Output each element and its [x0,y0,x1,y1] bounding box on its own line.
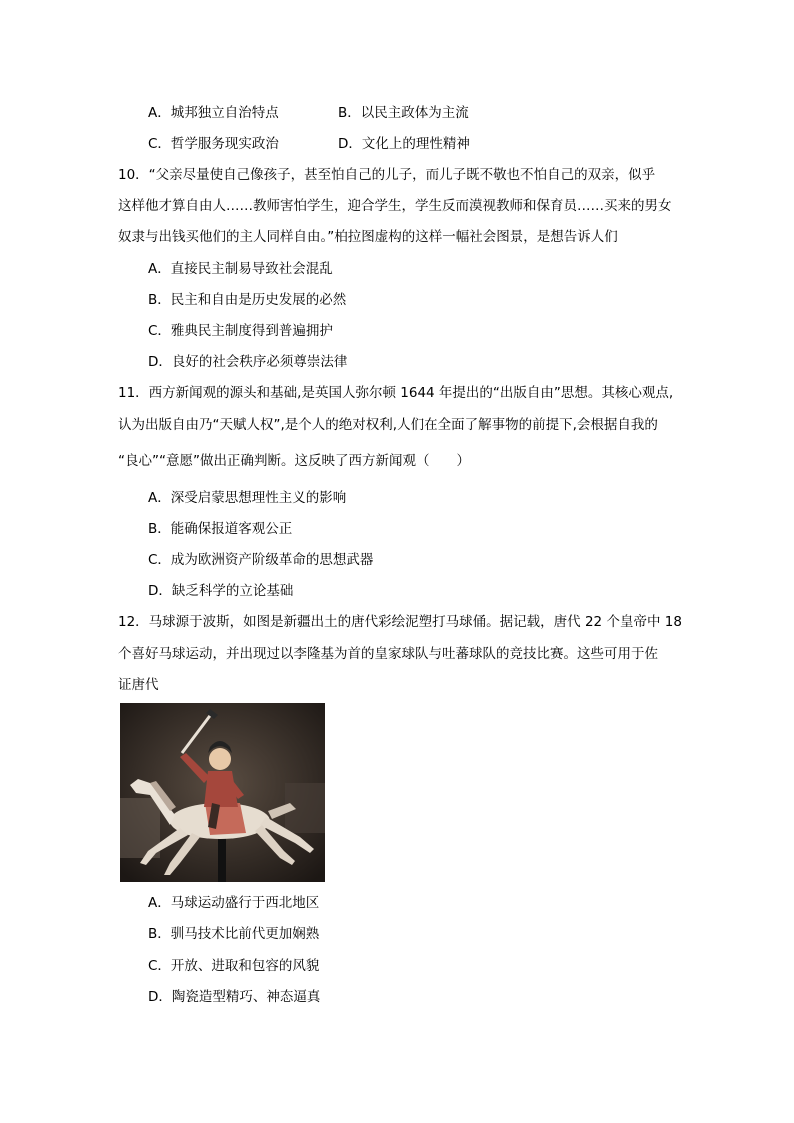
q12-option-c: C．开放、进取和包容的风貌 [148,958,320,974]
q10-option-c: C．雅典民主制度得到普遍拥护 [148,323,333,339]
q10-text-line-2: 这样他才算自由人……教师害怕学生，迎合学生，学生反而漠视教师和保育员……买来的男女 [118,198,672,214]
q10-text-line-3: 奴隶与出钱买他们的主人同样自由。”柏拉图虚构的这样一幅社会图景，是想告诉人们 [118,229,618,245]
q11-option-b: B．能确保报道客观公正 [148,521,293,537]
q10-text-line-1: 10．“父亲尽量使自己像孩子，甚至怕自己的儿子，而儿子既不敬也不怕自己的双亲，似乎 [118,167,656,183]
q11-option-d: D．缺乏科学的立论基础 [148,583,294,599]
q10-option-d: D．良好的社会秩序必须尊崇法律 [148,354,348,370]
q10-option-a: A．直接民主制易导致社会混乱 [148,261,333,277]
q12-text-line-1: 12．马球源于波斯，如图是新疆出土的唐代彩绘泥塑打马球俑。据记载，唐代 22 个皇帝中 18 [118,614,682,630]
q11-option-a: A．深受启蒙思想理性主义的影响 [148,490,347,506]
q11-option-c: C．成为欧洲资产阶级革命的思想武器 [148,552,374,568]
option-d: D．文化上的理性精神 [338,136,470,152]
q12-option-d: D．陶瓷造型精巧、神态逼真 [148,989,321,1005]
q11-text-line-1: 11．西方新闻观的源头和基础,是英国人弥尔顿 1644 年提出的“出版自由”思想。其核心观点, [118,385,674,401]
option-c: C．哲学服务现实政治 [148,136,279,152]
q12-text-line-3: 证唐代 [118,677,159,693]
option-a: A．城邦独立自治特点 [148,105,279,121]
polo-figurine-photo [120,703,325,882]
option-b: B．以民主政体为主流 [338,105,469,121]
q11-text-line-2: 认为出版自由乃“天赋人权”,是个人的绝对权利,人们在全面了解事物的前提下,会根据自我的 [118,417,658,433]
q11-text-line-3: “良心”“意愿”做出正确判断。这反映了西方新闻观（ ） [118,453,470,469]
q12-text-line-2: 个喜好马球运动，并出现过以李隆基为首的皇家球队与吐蕃球队的竞技比赛。这些可用于佐 [118,646,658,662]
q12-option-a: A．马球运动盛行于西北地区 [148,895,320,911]
q12-option-b: B．驯马技术比前代更加娴熟 [148,926,320,942]
q10-option-b: B．民主和自由是历史发展的必然 [148,292,347,308]
